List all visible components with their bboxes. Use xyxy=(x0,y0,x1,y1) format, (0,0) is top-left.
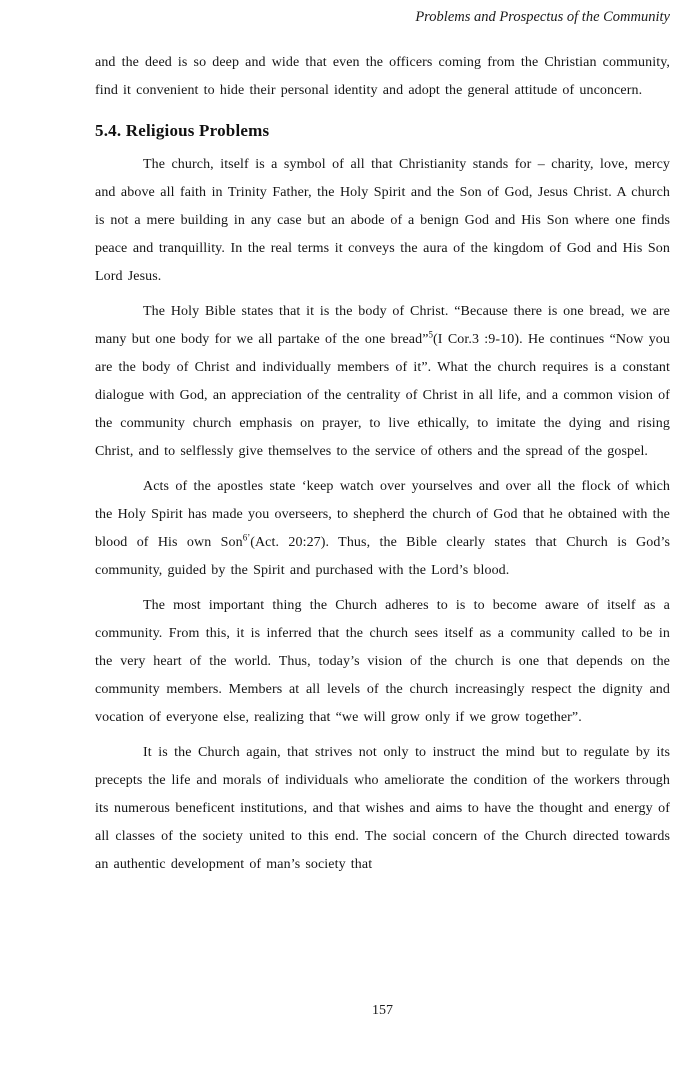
footnote-reference: 6’ xyxy=(242,532,251,543)
paragraph: The most important thing the Church adheres to is to become aware of itself as a community. From this, it is inferred that the church sees itself as a community called to be in the very heart of the world. Thus, today’s vision of the church is one that depends on the community members. Members at all levels of the church increasingly respect the dignity and vocation of everyone else, realizing that “we will grow only if we grow together”. xyxy=(95,598,670,725)
footnote-reference: 5 xyxy=(428,329,434,340)
paragraph-continuation: and the deed is so deep and wide that even the officers coming from the Christian community, find it convenient to hide their personal identity and adopt the general attitude of unconcern. xyxy=(95,55,670,98)
running-header: Problems and Prospectus of the Community xyxy=(415,9,670,25)
paragraph: It is the Church again, that strives not only to instruct the mind but to regulate by its precepts the life and morals of individuals who ameliorate the condition of the workers through its numerous beneficent institutions, and that wishes and aims to have the thought and energy of all classes of the society united to this end. The social concern of the Church directed towards an authentic development of man’s society that xyxy=(95,745,670,872)
document-body xyxy=(95,49,670,886)
paragraph: Acts of the apostles state ‘keep watch over yourselves and over all the flock of which the Holy Spirit has made you overseers, to shepherd the church of God that he obtained with the blood of His own Son$^{6’}$(Act. 20:27). Thus, the Bible clearly states that Church is God’s community, guided by the Spirit and purchased with the Lord’s blood. xyxy=(95,479,670,578)
paragraph: The Holy Bible states that it is the body of Christ. “Because there is one bread, we are many but one body for we all partake of the one bread”$^5$(I Cor.3 :9-10). He continues “Now you are the body of Christ and individually members of it”. What the church requires is a constant dialogue with God, an appreciation of the centrality of Christ in all life, and a common vision of the community church emphasis on prayer, to live ethically, to imitate the dying and rising Christ, and to selflessly give themselves to the service of others and the spread of the gospel. xyxy=(95,304,670,459)
paragraph: The church, itself is a symbol of all that Christianity stands for – charity, love, mercy and above all faith in Trinity Father, the Holy Spirit and the Son of God, Jesus Christ. A church is not a mere building in any case but an abode of a benign God and His Son where one finds peace and tranquillity. In the real terms it conveys the aura of the kingdom of God and His Son Lord Jesus. xyxy=(95,157,670,284)
section-heading: 5.4. Religious Problems xyxy=(95,121,270,140)
page-number: 157 xyxy=(372,1003,393,1018)
